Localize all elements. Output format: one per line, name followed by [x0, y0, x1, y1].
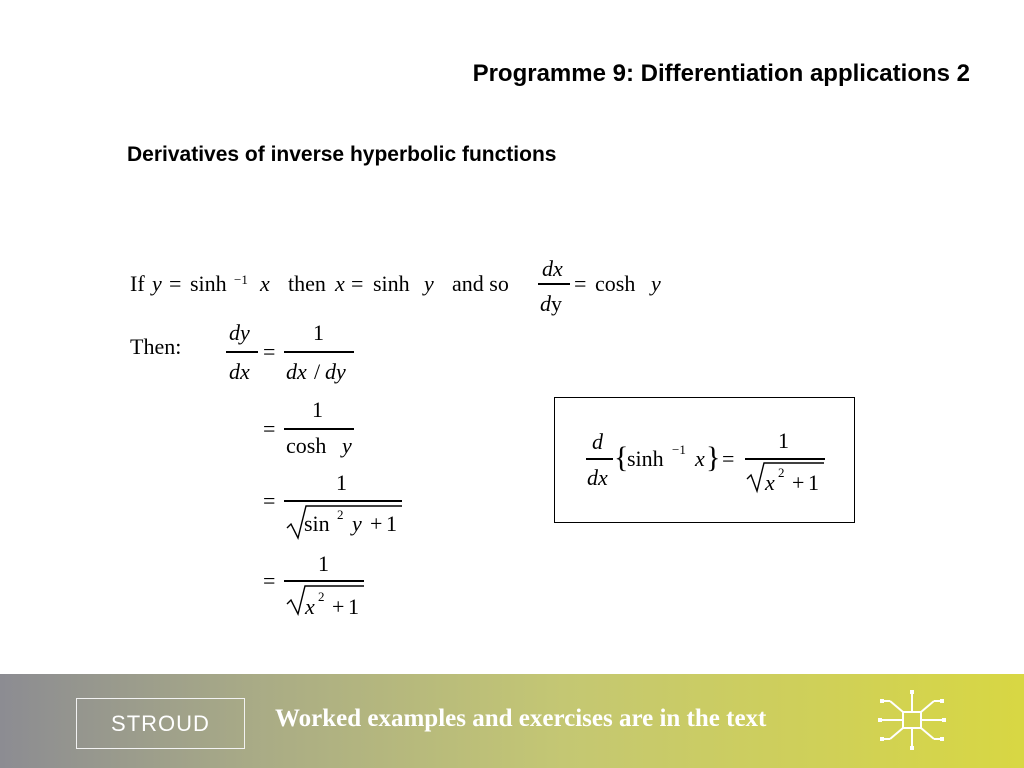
sinh-text: sinh [373, 271, 410, 296]
equals-sign: = [263, 416, 276, 441]
equals-sign: = [351, 271, 364, 296]
var-x: x [305, 594, 315, 619]
fraction-bar [284, 428, 354, 430]
numerator-one: 1 [318, 551, 329, 576]
var-x: x [335, 271, 345, 296]
if-word: If [130, 271, 145, 296]
fraction-bar [538, 283, 570, 285]
sinh-text: sinh [627, 446, 664, 471]
var-x: x [695, 446, 705, 471]
then-label: Then: [130, 334, 182, 359]
square-exponent: 2 [337, 507, 344, 522]
denominator-dx: dx [587, 465, 608, 490]
sin-text: sin [304, 511, 330, 536]
footer-text: Worked examples and exercises are in the text [275, 705, 767, 732]
equals-sign: = [722, 446, 735, 471]
fraction-bar [586, 458, 613, 460]
denominator-dy [540, 293, 562, 315]
footer-bar [0, 674, 1024, 768]
var-y: y [342, 433, 352, 458]
plus-sign: + [370, 511, 383, 536]
dx-term: dx [286, 359, 307, 384]
equals-sign: = [574, 271, 587, 296]
dy-term: dy [325, 359, 346, 384]
y-letter: y [551, 291, 562, 316]
open-brace: { [614, 441, 629, 474]
fraction-bar [226, 351, 258, 353]
numerator-dx: dx [542, 256, 563, 281]
numerator-d: d [592, 429, 603, 454]
plus-sign: + [792, 470, 805, 495]
numerator-one: 1 [336, 470, 347, 495]
equals-sign: = [263, 339, 276, 364]
var-y: y [352, 511, 362, 536]
numerator-one: 1 [313, 320, 324, 345]
one-term: 1 [348, 594, 359, 619]
var-y: y [152, 271, 162, 296]
network-icon [872, 688, 952, 754]
close-brace: } [706, 441, 721, 474]
fraction-bar [284, 351, 354, 353]
equals-sign: = [263, 488, 276, 513]
cosh-text: cosh [595, 271, 636, 296]
var-x: x [260, 271, 270, 296]
numerator-one: 1 [778, 428, 789, 453]
numerator-dy: dy [229, 320, 250, 345]
and-so-text: and so [452, 271, 509, 296]
sinh-text: sinh [190, 271, 227, 296]
equals-sign: = [263, 568, 276, 593]
var-y: y [424, 271, 434, 296]
d-letter: d [540, 291, 551, 316]
numerator-one: 1 [312, 397, 323, 422]
section-heading: Derivatives of inverse hyperbolic functions [127, 143, 557, 166]
equals-sign: = [169, 271, 182, 296]
stroud-logo: STROUD [76, 698, 245, 749]
square-exponent: 2 [318, 589, 325, 604]
page-title: Programme 9: Differentiation applications 2 [472, 60, 970, 87]
one-term: 1 [808, 470, 819, 495]
inverse-exponent: −1 [672, 442, 686, 457]
denominator-dx: dx [229, 359, 250, 384]
var-x: x [765, 470, 775, 495]
then-word: then [288, 271, 326, 296]
one-term: 1 [386, 511, 397, 536]
slash: / [314, 359, 321, 384]
cosh-text: cosh [286, 433, 327, 458]
square-exponent: 2 [778, 465, 785, 480]
inverse-exponent: −1 [234, 272, 248, 287]
var-y: y [651, 271, 661, 296]
plus-sign: + [332, 594, 345, 619]
